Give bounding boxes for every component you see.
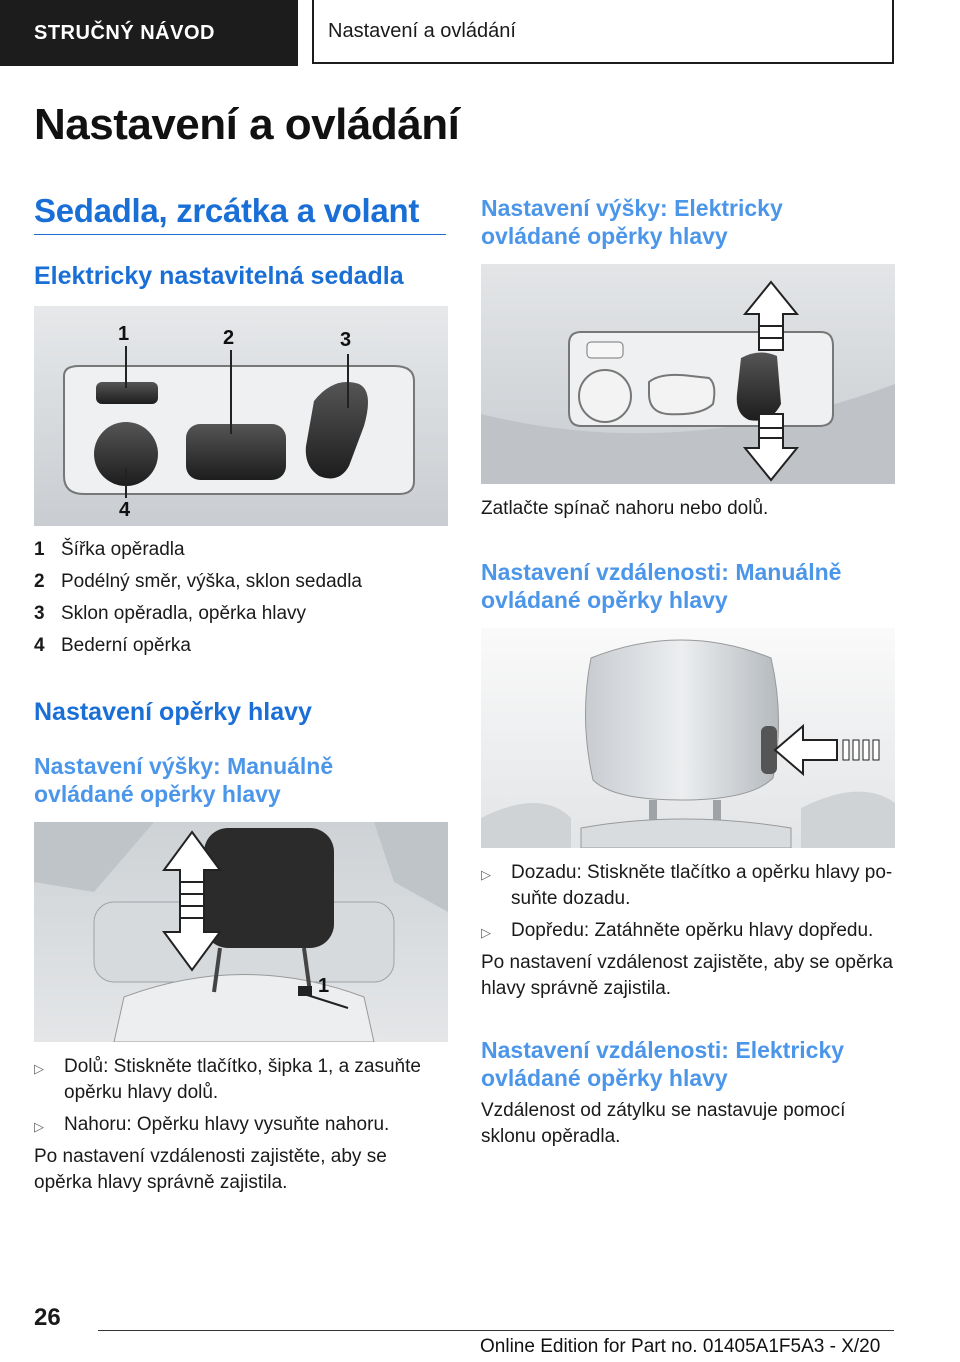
left-paragraph: Po nastavení vzdálenosti zajistěte, aby se opěrka hlavy správně zajistila. — [34, 1146, 387, 1193]
legend-number: 3 — [34, 603, 45, 624]
legend-text: Bederní opěrka — [61, 635, 191, 656]
legend-number: 2 — [34, 571, 45, 592]
list-item — [34, 1054, 448, 1106]
paragraph-backrest: Vzdálenost od zátylku se nastavuje pomocí sklonu opěradla. — [481, 1100, 846, 1147]
header-section-tab — [0, 0, 298, 66]
list-item-text: Dolů: Stiskněte tlačítko, šipka 1, a zasuňte opěrku hlavy dolů. — [64, 1056, 421, 1103]
list-item — [34, 1112, 448, 1140]
heading-headrest: Nastavení opěrky hlavy — [34, 698, 312, 726]
bullet-triangle-icon: ▷ — [481, 867, 491, 882]
header-chapter-box — [312, 0, 894, 64]
legend-item — [34, 566, 448, 598]
seat-controls-image — [34, 306, 448, 526]
list-item-text: Dopředu: Zatáhněte opěrku hlavy dopředu. — [511, 920, 874, 941]
list-item — [481, 918, 895, 946]
heading-electric-distance: Nastavení vzdálenosti: Elektricky ovládané opěrky hlavy — [481, 1037, 845, 1091]
header-section-label: STRUČNÝ NÁVOD — [34, 21, 215, 44]
list-item — [481, 860, 895, 912]
heading-manual-height: Nastavení výšky: Manuálně ovládané opěrky hlavy — [34, 753, 334, 807]
bullet-triangle-icon: ▷ — [481, 925, 491, 940]
seat-legend — [34, 534, 448, 662]
left-bullet-list — [34, 1054, 448, 1140]
right-bullet-list — [481, 860, 895, 946]
legend-item — [34, 598, 448, 630]
page-number: 26 — [34, 1304, 61, 1331]
legend-item — [34, 630, 448, 662]
legend-item — [34, 534, 448, 566]
bullet-triangle-icon: ▷ — [34, 1061, 44, 1076]
seat-label-1: 1 — [118, 323, 130, 345]
list-item-text: Dozadu: Stiskněte tlačítko a opěrku hlavy po-suňte dozadu. — [511, 862, 893, 909]
footer-rule — [98, 1330, 894, 1331]
legend-text: Sklon opěradla, opěrka hlavy — [61, 603, 307, 624]
legend-number: 4 — [34, 635, 45, 656]
header-chapter-label: Nastavení a ovládání — [328, 19, 516, 42]
seat-label-4: 4 — [119, 499, 131, 521]
section-rule — [34, 234, 446, 235]
headrest-electric-switch-image — [481, 264, 895, 484]
heading-manual-distance: Nastavení vzdálenosti: Manuálně ovládané opěrky hlavy — [481, 559, 842, 613]
seat-label-2: 2 — [223, 327, 235, 349]
footer-edition: Online Edition for Part no. 01405A1F5A3 - X/20 — [480, 1336, 881, 1357]
legend-text: Šířka opěradla — [61, 539, 185, 560]
paragraph-switch: Zatlačte spínač nahoru nebo dolů. — [481, 498, 769, 519]
list-item-text: Nahoru: Opěrku hlavy vysuňte nahoru. — [64, 1114, 390, 1135]
legend-text: Podélný směr, výška, sklon sedadla — [61, 571, 362, 592]
seat-label-3: 3 — [340, 329, 352, 351]
page-title: Nastavení a ovládání — [34, 100, 460, 149]
bullet-triangle-icon: ▷ — [34, 1119, 44, 1134]
heading-electric-seats: Elektricky nastavitelná sedadla — [34, 262, 404, 290]
paragraph-distance: Po nastavení vzdálenost zajistěte, aby se opěrka hlavy správně zajistila. — [481, 952, 893, 999]
headrest-distance-image — [481, 628, 895, 848]
heading-electric-height: Nastavení výšky: Elektricky ovládané opěrky hlavy — [481, 195, 783, 249]
section-heading: Sedadla, zrcátka a volant — [34, 192, 420, 229]
headrest-arrow-label: 1 — [318, 975, 330, 997]
headrest-manual-image — [34, 822, 448, 1042]
legend-number: 1 — [34, 539, 45, 560]
